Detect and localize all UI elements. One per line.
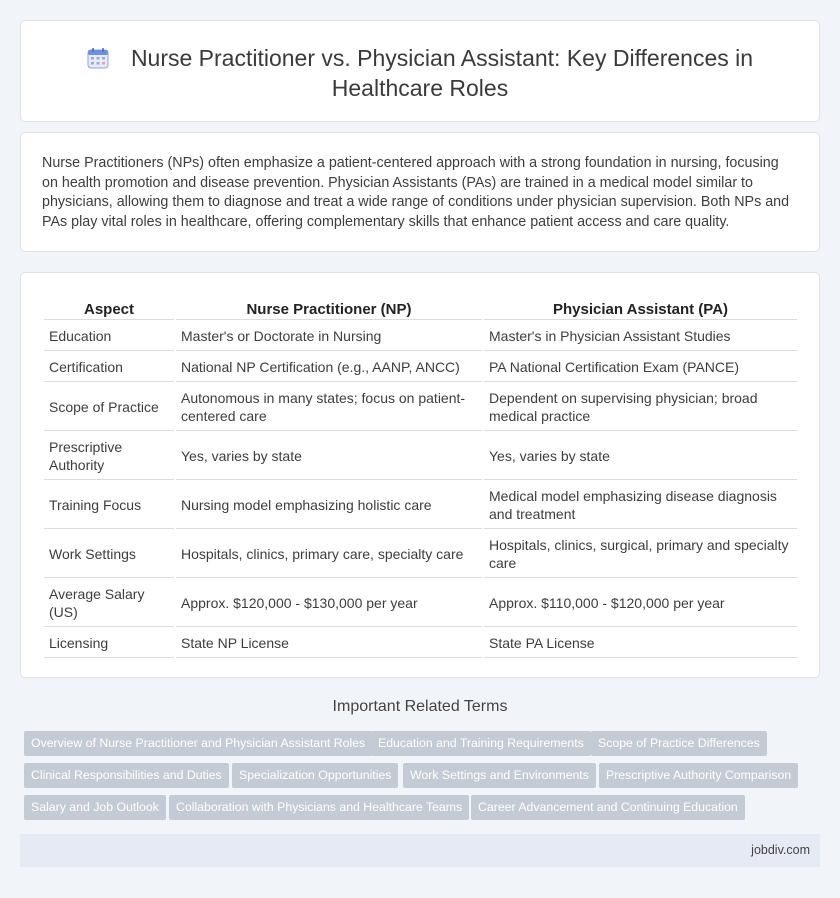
related-term-chip[interactable]: Overview of Nurse Practitioner and Physician Assistant Roles	[24, 731, 372, 756]
cell-aspect: Licensing	[44, 629, 174, 658]
related-terms-title: Important Related Terms	[332, 698, 508, 715]
cell-aspect: Education	[44, 322, 174, 351]
cell-pa: PA National Certification Exam (PANCE)	[484, 353, 797, 382]
intro-text: Nurse Practitioners (NPs) often emphasize a patient-centered approach with a strong foundation in nursing, focusing on health promotion and disease prevention. Physician Assistants (PAs) are trained in a medical model similar to physicians, allowing them to diagnose and treat a wide range of conditions under physician supervision. Both NPs and PAs play vital roles in healthcare, offering complementary skills that enhance patient access and care quality.	[42, 155, 790, 230]
cell-pa: Yes, varies by state	[484, 433, 797, 480]
cell-pa: State PA License	[484, 629, 797, 658]
related-term-chip[interactable]: Prescriptive Authority Comparison	[599, 763, 798, 788]
footer	[20, 834, 820, 867]
cell-aspect: Prescriptive Authority	[44, 433, 174, 480]
table-row	[44, 433, 797, 480]
cell-aspect: Training Focus	[44, 482, 174, 529]
cell-pa: Medical model emphasizing disease diagnosis and treatment	[484, 482, 797, 529]
cell-pa: Hospitals, clinics, surgical, primary and specialty care	[484, 531, 797, 578]
table-row	[44, 322, 797, 351]
cell-np: Nursing model emphasizing holistic care	[176, 482, 482, 529]
cell-np: Master's or Doctorate in Nursing	[176, 322, 482, 351]
table-row	[44, 353, 797, 382]
cell-pa: Approx. $110,000 - $120,000 per year	[484, 580, 797, 627]
cell-np: Hospitals, clinics, primary care, specialty care	[176, 531, 482, 578]
header-pa: Physician Assistant (PA)	[484, 297, 797, 320]
table-row	[44, 482, 797, 529]
footer-site-link[interactable]: jobdiv.com	[751, 843, 810, 857]
table-row	[44, 629, 797, 658]
table-row	[44, 531, 797, 578]
related-term-chip[interactable]: Clinical Responsibilities and Duties	[24, 763, 229, 788]
related-term-chip[interactable]: Career Advancement and Continuing Education	[471, 795, 745, 820]
comparison-table	[42, 295, 799, 660]
related-term-chip[interactable]: Salary and Job Outlook	[24, 795, 166, 820]
related-term-chip[interactable]: Collaboration with Physicians and Healthcare Teams	[169, 795, 469, 820]
table-row	[44, 384, 797, 431]
header-aspect: Aspect	[44, 297, 174, 320]
cell-pa: Master's in Physician Assistant Studies	[484, 322, 797, 351]
cell-np: State NP License	[176, 629, 482, 658]
cell-aspect: Scope of Practice	[44, 384, 174, 431]
cell-np: Autonomous in many states; focus on patient-centered care	[176, 384, 482, 431]
cell-aspect: Work Settings	[44, 531, 174, 578]
related-term-chip[interactable]: Specialization Opportunities	[232, 763, 398, 788]
table-header-row	[44, 297, 797, 320]
comparison-card	[20, 272, 820, 678]
cell-aspect: Average Salary (US)	[44, 580, 174, 627]
header-card	[20, 20, 820, 122]
cell-pa: Dependent on supervising physician; broad medical practice	[484, 384, 797, 431]
related-term-chip[interactable]: Scope of Practice Differences	[591, 731, 767, 756]
cell-np: Yes, varies by state	[176, 433, 482, 480]
calendar-icon	[87, 46, 109, 68]
page-title: Nurse Practitioner vs. Physician Assistant: Key Differences in Healthcare Roles	[130, 45, 754, 101]
related-term-chip[interactable]: Education and Training Requirements	[371, 731, 591, 756]
page-title-wrap	[21, 43, 819, 103]
cell-np: Approx. $120,000 - $130,000 per year	[176, 580, 482, 627]
cell-np: National NP Certification (e.g., AANP, ANCC)	[176, 353, 482, 382]
related-term-chip[interactable]: Work Settings and Environments	[403, 763, 596, 788]
intro-card	[20, 132, 820, 252]
table-row	[44, 580, 797, 627]
header-np: Nurse Practitioner (NP)	[176, 297, 482, 320]
cell-aspect: Certification	[44, 353, 174, 382]
